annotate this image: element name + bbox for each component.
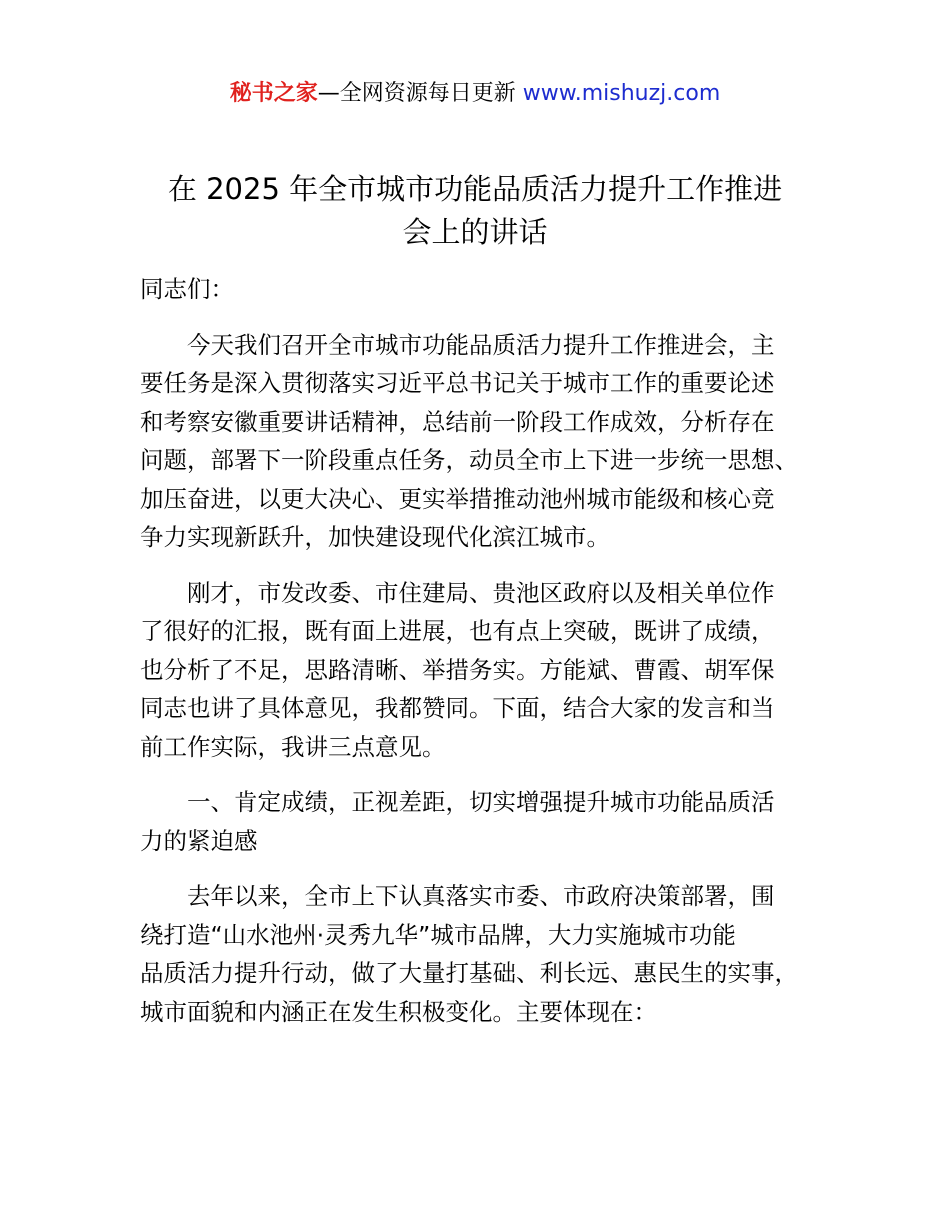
paragraph-line: 和考察安徽重要讲话精神，总结前一阶段工作成效，分析存在 — [140, 407, 775, 436]
paragraph-1 — [140, 326, 830, 557]
paragraph-line: 要任务是深入贯彻落实习近平总书记关于城市工作的重要论述 — [140, 369, 775, 397]
heading-line: 一、肯定成绩，正视差距，切实增强提升城市功能品质活 — [187, 788, 775, 816]
salutation: 同志们： — [140, 275, 234, 303]
heading-line: 力的紧迫感 — [140, 826, 258, 855]
brand-name: 秘书之家 — [229, 81, 318, 106]
paragraph-line: 品质活力提升行动，做了大量打基础、利长远、惠民生的实事， — [140, 959, 798, 987]
paragraph-line: 加压奋进，以更大决心、更实举措推动池州城市能级和核心竞 — [140, 484, 775, 513]
document-title — [110, 168, 840, 254]
site-url-link[interactable]: www.mishuzj.com — [522, 81, 721, 106]
paragraph-line: 问题，部署下一阶段重点任务，动员全市上下进一步统一思想、 — [140, 446, 798, 474]
paragraph-line: 去年以来，全市上下认真落实市委、市政府决策部署，围 — [187, 882, 775, 910]
paragraph-line: 前工作实际，我讲三点意见。 — [140, 732, 446, 761]
paragraph-line: 同志也讲了具体意见，我都赞同。下面，结合大家的发言和当 — [140, 694, 775, 722]
paragraph-line: 也分析了不足，思路清晰、举措务实。方能斌、曹霞、胡军保 — [140, 655, 775, 684]
title-line-1: 在 2025 年全市城市功能品质活力提升工作推进 — [167, 172, 783, 206]
paragraph-line: 绕打造“山水池州·灵秀九华”城市品牌，大力实施城市功能 — [140, 920, 736, 949]
title-line-2: 会上的讲话 — [402, 215, 548, 249]
paragraph-line: 刚才，市发改委、市住建局、贵池区政府以及相关单位作 — [187, 578, 775, 607]
paragraph-line: 争力实现新跃升，加快建设现代化滨江城市。 — [140, 523, 610, 551]
site-header — [0, 77, 950, 111]
section-heading — [140, 783, 830, 860]
paragraph-3 — [140, 877, 830, 1031]
header-tagline: —全网资源每日更新 — [317, 81, 523, 106]
paragraph-line: 了很好的汇报，既有面上进展，也有点上突破，既讲了成绩， — [140, 617, 775, 645]
document-body — [140, 270, 830, 1048]
paragraph-line: 今天我们召开全市城市功能品质活力提升工作推进会，主 — [187, 330, 775, 359]
paragraph-2 — [140, 574, 830, 767]
paragraph-line: 城市面貌和内涵正在发生积极变化。主要体现在： — [140, 997, 657, 1026]
